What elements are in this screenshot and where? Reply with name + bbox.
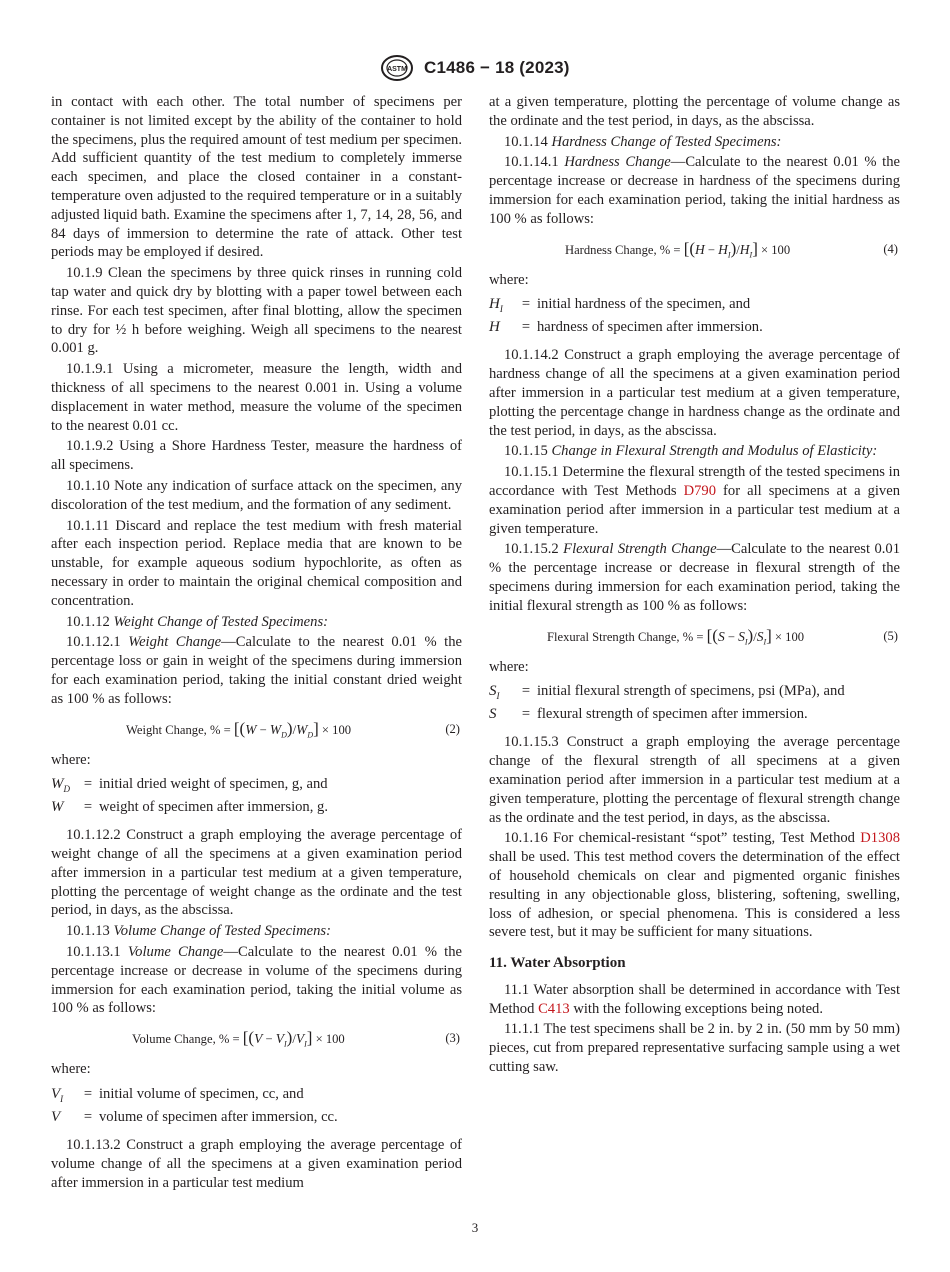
paragraph-10-1-15-2: 10.1.15.2 Flexural Strength Change—Calculate to the nearest 0.01 % the percentage increase or decrease in flexural strength of the specimens during immersion for each examination period, taking the initial flexural strength as 100 % as follows: bbox=[489, 541, 900, 614]
definition-row: H = hardness of specimen after immersion. bbox=[489, 319, 763, 336]
paragraph: at a given temperature, plotting the percentage of volume change as the ordinate and the test period, in days, as the abscissa. bbox=[489, 94, 900, 129]
reference-link-c413[interactable]: C413 bbox=[538, 1000, 570, 1017]
where-label: where: bbox=[51, 1061, 91, 1078]
paragraph-10-1-16: 10.1.16 For chemical-resistant “spot” testing, Test Method D1308 shall be used. This test method covers the determination of the effect of household chemicals on clear and pigmented organic finishes resulting in any objectionable gloss, blistering, softening, swelling, loss of adhesion, or special phenomena. This is considered a less severe test, but it may be sufficient for many situations. bbox=[489, 830, 900, 941]
paragraph-10-1-10: 10.1.10 Note any indication of surface attack on the specimen, any discoloration of the test medium, and the formation of any sediment. bbox=[51, 477, 462, 513]
paragraph-11-1: 11.1 Water absorption shall be determined in accordance with Test Method C413 with the following exceptions being noted. bbox=[489, 981, 900, 1017]
paragraph-10-1-9-1: 10.1.9.1 Using a micrometer, measure the length, width and thickness of all specimens to the nearest 0.001 in. Using a volume displacement in water method, measure the volume of the specimen to the nearest 0.01 cc. bbox=[51, 361, 462, 434]
paragraph-10-1-13-1: 10.1.13.1 Volume Change—Calculate to the nearest 0.01 % the percentage increase or decrease in volume of the specimens during immersion for each examination period, taking the initial volume as 100 % as follows: bbox=[51, 944, 462, 1017]
paragraph-10-1-11: 10.1.11 Discard and replace the test medium with fresh material after each inspection period. Replace media that are known to be unstable, for example aqueous sodium hypochlorite, as often as necessary in order to maintain the original chemical composition and concentration. bbox=[51, 517, 462, 609]
definition-row: $H_I$ = initial hardness of the specimen, and bbox=[489, 296, 751, 315]
definition-row: $W_D$ = initial dried weight of specimen, g, and bbox=[51, 776, 328, 795]
right-column bbox=[489, 93, 900, 1077]
paragraph-10-1-15-3: 10.1.15.3 Construct a graph employing the average percentage change of the flexural strength of all specimens at a given examination period after immersion in a particular test medium at a given temperature, plotting the percentage of flexural strength change as the ordinate and the test period, in days, as the abscissa. bbox=[489, 734, 900, 826]
reference-link-d1308[interactable]: D1308 bbox=[860, 830, 900, 847]
astm-logo-icon bbox=[380, 54, 414, 82]
where-label: where: bbox=[489, 271, 529, 288]
equation-5: Flexural Strength Change, % = $[(S - S_I)/S_I] \times 100$ (5) bbox=[547, 625, 898, 647]
equation-4: Hardness Change, % = $[(H - H_I)/H_I] \times 100$ (4) bbox=[565, 238, 898, 260]
definition-row: V = volume of specimen after immersion, cc. bbox=[51, 1109, 338, 1126]
paragraph-10-1-14-1: 10.1.14.1 Hardness Change—Calculate to the nearest 0.01 % the percentage increase or decrease in hardness of the specimens during immersion for each examination period, taking the initial hardness as 100 % as follows: bbox=[489, 154, 900, 227]
paragraph-11-1-1: 11.1.1 The test specimens shall be 2 in. by 2 in. (50 mm by 50 mm) pieces, cut from prepared representative surfacing sample using a wet cutting saw. bbox=[489, 1021, 900, 1076]
definition-row: $V_I$ = initial volume of specimen, cc, and bbox=[51, 1086, 304, 1105]
paragraph-10-1-12-2: 10.1.12.2 Construct a graph employing the average percentage of weight change of all the specimens at a given examination period after immersion in a particular test medium at a given temperature, plotting the percentage of weight change as the ordinate and the test period, in days, as the abscissa. bbox=[51, 827, 462, 919]
reference-link-d790[interactable]: D790 bbox=[683, 482, 717, 499]
paragraph-10-1-9-2: 10.1.9.2 Using a Shore Hardness Tester, measure the hardness of all specimens. bbox=[51, 438, 462, 474]
variable-definitions bbox=[51, 1085, 462, 1126]
paragraph-10-1-15-1: 10.1.15.1 Determine the flexural strength of the tested specimens in accordance with Test Methods D790 for all specimens at a given examination period after immersion in a particular test medium at a given temperature. bbox=[489, 464, 901, 537]
heading-10-1-14: 10.1.14 Hardness Change of Tested Specimens: bbox=[504, 133, 782, 150]
definition-row: W = weight of specimen after immersion, g. bbox=[51, 799, 328, 816]
variable-definitions bbox=[489, 682, 900, 723]
heading-10-1-12: 10.1.12 Weight Change of Tested Specimens: bbox=[66, 613, 328, 630]
heading-10-1-13: 10.1.13 Volume Change of Tested Specimens: bbox=[66, 923, 331, 940]
paragraph-10-1-14-2: 10.1.14.2 Construct a graph employing the average percentage of hardness change of all the specimens at a given examination period after immersion in a particular test medium at a given temperature, plotting the percentage change in hardness change as the ordinate and the test period, in days, as the abscissa. bbox=[489, 347, 900, 439]
equation-3: Volume Change, % = $[(V - V_I)/V_I] \times 100$ (3) bbox=[132, 1028, 460, 1049]
paragraph-10-1-9: 10.1.9 Clean the specimens by three quick rinses in running cold tap water and quick dry by blotting with a paper towel between each rinse. For each test specimen, after final blotting, allow the specimen to dry for ½ h before weighing. Weigh all specimens to the nearest 0.001 g. bbox=[51, 265, 462, 357]
where-label: where: bbox=[489, 658, 529, 675]
paragraph: in contact with each other. The total number of specimens per container is not limited except by the ability of the container to hold the specimens, plus the required amount of test medium per specimen. Add sufficient quantity of the test medium to completely immerse each specimen, and place the closed container in a constant-temperature oven adjusted to the required temperature or in a suitably adjusted liquid bath. Examine the specimens after 1, 7, 14, 28, 56, and 84 days of immersion to determine the rate of attack. Other test periods may be employed if desired. bbox=[51, 94, 462, 261]
section-heading-11: 11. Water Absorption bbox=[489, 955, 626, 972]
left-column bbox=[51, 93, 462, 1192]
paragraph-10-1-13-2: 10.1.13.2 Construct a graph employing the average percentage of volume change of all the specimens at a given examination period after immersion in a particular test medium bbox=[51, 1137, 462, 1191]
document-id: C1486 − 18 (2023) bbox=[424, 58, 570, 77]
equation-2: Weight Change, % = $[(W - W_D)/W_D] \times 100$ (2) bbox=[126, 718, 460, 740]
variable-definitions bbox=[51, 775, 462, 816]
definition-row: S = flexural strength of specimen after immersion. bbox=[489, 706, 808, 723]
definition-row: $S_I$ = initial flexural strength of specimens, psi (MPa), and bbox=[489, 683, 845, 702]
where-label: where: bbox=[51, 751, 91, 768]
paragraph-10-1-12-1: 10.1.12.1 Weight Change—Calculate to the nearest 0.01 % the percentage loss or gain in weight of the specimens during immersion for each examination period, taking the initial constant dried weight as 100 % as follows: bbox=[51, 634, 462, 707]
heading-10-1-15: 10.1.15 Change in Flexural Strength and Modulus of Elasticity: bbox=[504, 443, 878, 460]
page-header bbox=[0, 52, 950, 86]
variable-definitions bbox=[489, 295, 900, 336]
svg-text:ASTM: ASTM bbox=[387, 66, 407, 73]
page-number: 3 bbox=[471, 1220, 479, 1235]
